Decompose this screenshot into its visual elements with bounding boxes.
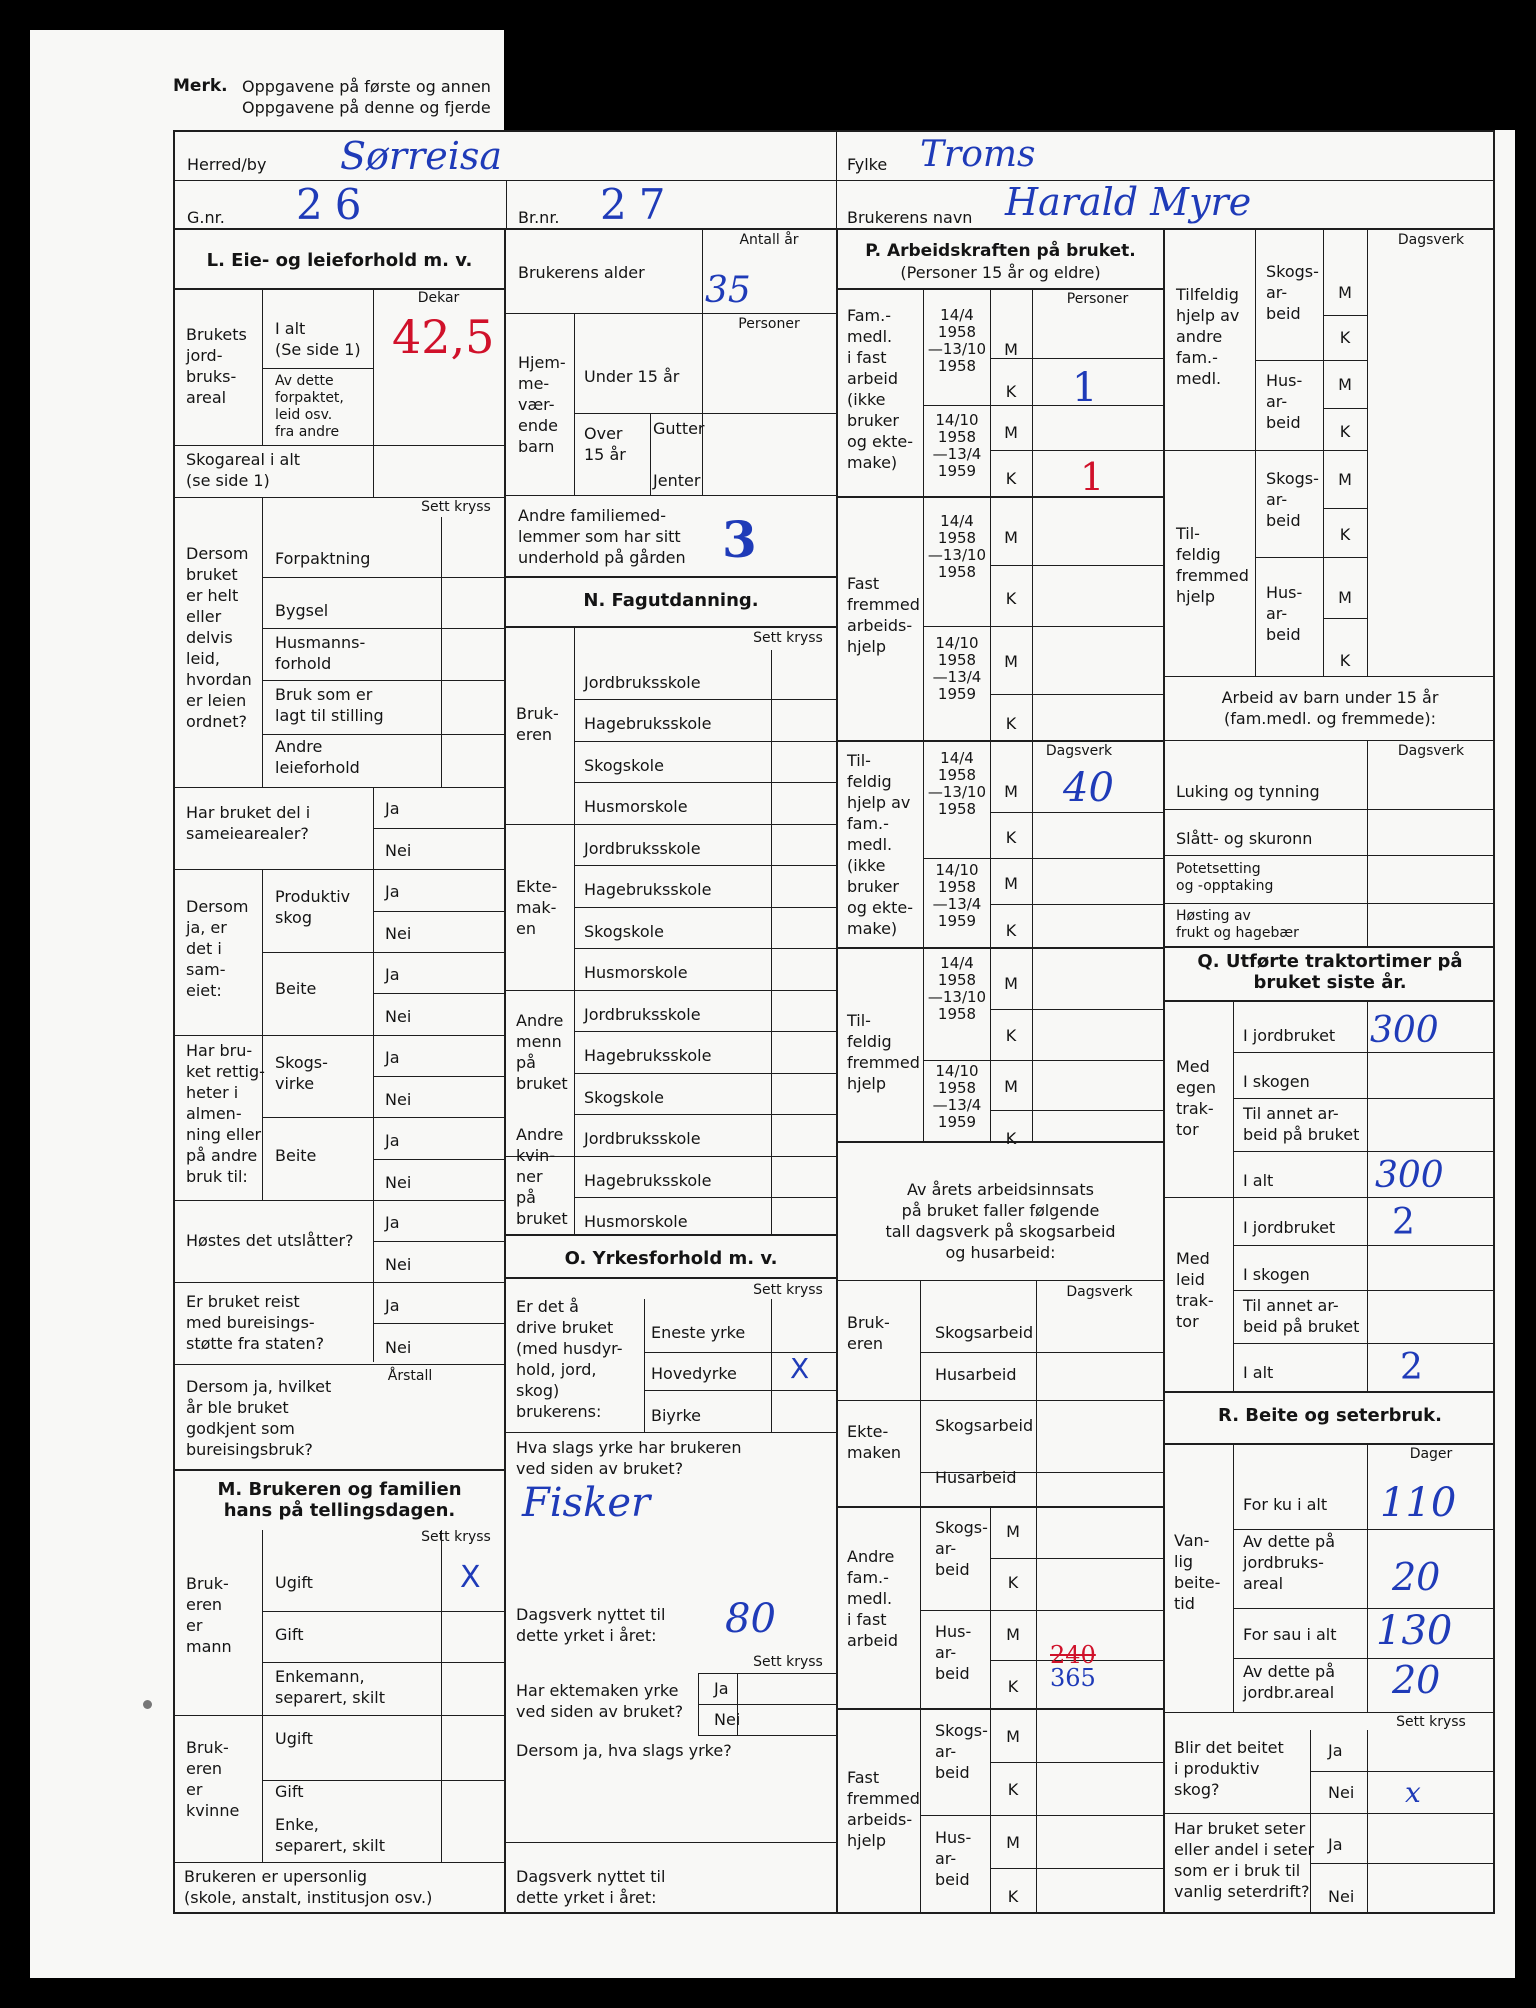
r-sau-jord-label: Av dette på jordbr.areal xyxy=(1243,1662,1335,1702)
andre-fam-label: Andre familiemed- lemmer som har sitt underhold på gården xyxy=(518,506,686,567)
section-q-title: Q. Utførte traktortimer på bruket siste år. xyxy=(1197,951,1463,993)
section-r-title: R. Beite og seterbruk. xyxy=(1218,1405,1442,1426)
fylke-value[interactable]: Troms xyxy=(920,134,1036,175)
p-fastfrem-skogs-k: K xyxy=(1007,1780,1019,1799)
p-andrefam-skogs-k: K xyxy=(1007,1573,1019,1592)
arstall-header: Årstall xyxy=(387,1368,433,1384)
p-tilffam-date2: 14/10 1958 —13/4 1959 xyxy=(932,861,982,930)
n-andre-kvinner-label: Andre kvin- ner på bruket xyxy=(516,1125,568,1228)
r-beitet-nei: Nei xyxy=(1328,1783,1355,1802)
ektemaken-ja: Ja xyxy=(714,1679,729,1698)
biyrke-label: Biyrke xyxy=(651,1406,702,1425)
herred-label: Herred/by xyxy=(187,155,267,174)
n-bruk-jordbruk: Jordbruksskole xyxy=(584,673,701,692)
brnr-value[interactable]: 27 xyxy=(600,180,678,229)
ektemaken-nei: Nei xyxy=(714,1710,741,1729)
av-dette-label: Av dette forpaktet, leid osv. fra andre xyxy=(275,373,344,440)
p-bruk-skogsarbeid: Skogsarbeid xyxy=(935,1323,1034,1342)
under15-label: Under 15 år xyxy=(584,367,680,386)
dekar-header: Dekar xyxy=(417,290,460,306)
mann-ugift: Ugift xyxy=(275,1573,313,1592)
p-famfast-k2-value[interactable]: 1 xyxy=(1080,455,1105,499)
r-ku-jord-label: Av dette på jordbruks- areal xyxy=(1243,1532,1335,1593)
p-tilf-fam-label: Til- feldig hjelp av fam.- medl. (ikke bruker og ekte- make) xyxy=(847,751,914,938)
p-fam-fast-label: Fam.- medl. i fast arbeid (ikke bruker og ekte- make) xyxy=(847,306,914,472)
r-seter-nei: Nei xyxy=(1328,1887,1355,1906)
husmanns-label: Husmanns- forhold xyxy=(275,633,366,673)
bureising-label: Er bruket reist med bureisings- støtte fra staten? xyxy=(186,1292,325,1353)
r-tilffrem-hus-m: M xyxy=(1338,588,1352,607)
kvinne-gift: Gift xyxy=(275,1782,304,1801)
r-tilffrem-skogs-m: M xyxy=(1338,470,1352,489)
r-tilffam-skogs-k: K xyxy=(1339,328,1351,347)
r-dager-header: Dager xyxy=(1409,1446,1453,1462)
gutter-label: Gutter xyxy=(653,419,705,438)
skogsvirke-ja: Ja xyxy=(385,1048,400,1067)
dersom-leid-label: Dersom bruket er helt eller delvis leid, hvordan er leien ordnet? xyxy=(186,544,252,731)
mark-hovedyrke[interactable]: X xyxy=(790,1352,810,1385)
n-ekte-skog: Skogskole xyxy=(584,922,664,941)
p-tilffrem-date1: 14/4 1958 —13/10 1958 xyxy=(927,954,987,1023)
jenter-label: Jenter xyxy=(653,471,701,490)
skogsvirke-label: Skogs- virke xyxy=(275,1053,328,1093)
r-tilffrem-skogs: Skogs- ar- beid xyxy=(1266,469,1319,530)
n-menn-hage: Hagebruksskole xyxy=(584,1046,712,1065)
produktiv-skog-label: Produktiv skog xyxy=(275,887,351,927)
p-tilffam-m1-value[interactable]: 40 xyxy=(1063,765,1114,811)
q-leid-jord-value[interactable]: 2 xyxy=(1392,1202,1415,1243)
mann-gift: Gift xyxy=(275,1625,304,1644)
sett-kryss-o2: Sett kryss xyxy=(753,1654,823,1670)
r-tilffrem-hus-k: K xyxy=(1339,651,1351,670)
sameie-nei: Nei xyxy=(385,841,412,860)
p-bruk-husarbeid: Husarbeid xyxy=(935,1365,1017,1384)
r-tilffrem-hus: Hus- ar- beid xyxy=(1266,583,1303,644)
andre-fam-value[interactable]: 3 xyxy=(722,510,757,569)
p-hus-k-struck-value[interactable]: 240 xyxy=(1050,1641,1096,1669)
n-bruk-hage: Hagebruksskole xyxy=(584,714,712,733)
sett-kryss-o: Sett kryss xyxy=(753,1282,823,1298)
q-egen-ialt: I alt xyxy=(1243,1171,1274,1190)
p-tilf-fremmed-label: Til- feldig fremmed hjelp xyxy=(847,1011,920,1093)
herred-value[interactable]: Sørreisa xyxy=(340,134,503,178)
slatt-label: Slått- og skuronn xyxy=(1176,829,1313,848)
areal-label: Brukets jord- bruks- areal xyxy=(186,325,247,407)
alder-label: Brukerens alder xyxy=(518,263,645,282)
bureising-ja: Ja xyxy=(385,1296,400,1315)
p-fastfrem-k2: K xyxy=(1005,714,1017,733)
p-tilffrem-k2: K xyxy=(1005,1129,1017,1148)
p-famfast-k1-value[interactable]: 1 xyxy=(1072,365,1098,411)
forpaktning-label: Forpaktning xyxy=(275,549,371,568)
skogareal-label: Skogareal i alt (se side 1) xyxy=(186,450,301,490)
p-tilffrem-m2: M xyxy=(1004,1077,1018,1096)
p-brukeren-label: Bruk- eren xyxy=(847,1313,890,1353)
p-andrefam-hus-k: K xyxy=(1007,1677,1019,1696)
r-ku-label: For ku i alt xyxy=(1243,1495,1328,1514)
hoved-label: Hovedyrke xyxy=(651,1364,737,1383)
dagsverk-nyttet2-label: Dagsverk nyttet til dette yrket i året: xyxy=(516,1867,666,1907)
p-dagsverk-header: Dagsverk xyxy=(1045,743,1113,759)
p-famfast-k2: K xyxy=(1005,469,1017,488)
p-fastfrem-date1: 14/4 1958 —13/10 1958 xyxy=(927,512,987,581)
ialt-value[interactable]: 42,5 xyxy=(392,310,495,364)
p-fast-fremmed2-label: Fast fremmed arbeids- hjelp xyxy=(847,1768,920,1850)
p-fastfrem-k1: K xyxy=(1005,589,1017,608)
section-o-title: O. Yrkesforhold m. v. xyxy=(564,1248,778,1269)
p-ektemaken-label: Ekte- maken xyxy=(847,1422,902,1462)
yrke-value[interactable]: Fisker xyxy=(522,1480,651,1526)
p-tilffrem-m1: M xyxy=(1004,974,1018,993)
r-sau-value[interactable]: 130 xyxy=(1376,1608,1453,1654)
n-kv-hage: Hagebruksskole xyxy=(584,1171,712,1190)
bygsel-label: Bygsel xyxy=(275,601,329,620)
sameie-ja: Ja xyxy=(385,799,400,818)
q-leid-ialt-value[interactable]: 2 xyxy=(1400,1347,1423,1388)
p-andrefam-skogs: Skogs- ar- beid xyxy=(935,1518,988,1579)
beite-ja: Ja xyxy=(385,965,400,984)
section-n-title: N. Fagutdanning. xyxy=(583,590,759,611)
sett-kryss-m: Sett kryss xyxy=(421,1529,491,1545)
p-fastfrem-skogs-m: M xyxy=(1006,1727,1020,1746)
navn-value[interactable]: Harald Myre xyxy=(1005,180,1252,224)
n-bruk-husmor: Husmorskole xyxy=(584,797,688,816)
p-tilffam-k1: K xyxy=(1005,828,1017,847)
merk-label: Merk. xyxy=(173,76,228,96)
q-egen-ialt-value[interactable]: 300 xyxy=(1375,1155,1444,1196)
r-beitet-label: Blir det beitet i produktiv skog? xyxy=(1174,1738,1284,1799)
skogsvirke-nei: Nei xyxy=(385,1090,412,1109)
beite-nei: Nei xyxy=(385,1007,412,1026)
p-fastfrem-date2: 14/10 1958 —13/4 1959 xyxy=(932,634,982,703)
r-tilf-fremmed-label: Til- feldig fremmed hjelp xyxy=(1176,524,1249,606)
q-leid-jord: I jordbruket xyxy=(1243,1218,1336,1237)
r-sau-jord-value[interactable]: 20 xyxy=(1392,1658,1441,1702)
hva-slags2-label: Dersom ja, hva slags yrke? xyxy=(516,1741,732,1760)
n-ekte-hage: Hagebruksskole xyxy=(584,880,712,899)
n-menn-jordbruk: Jordbruksskole xyxy=(584,1005,701,1024)
rettigheter-label: Har bru- ket rettig- heter i almen- ning eller på andre bruk til: xyxy=(186,1041,265,1186)
q-leid-skog: I skogen xyxy=(1243,1265,1310,1284)
p-fastfrem-skogs: Skogs- ar- beid xyxy=(935,1721,988,1782)
r-dagsverk-header: Dagsverk xyxy=(1397,232,1465,248)
p-fastfrem-m2: M xyxy=(1004,652,1018,671)
potet-label: Potetsetting og -opptaking xyxy=(1176,861,1274,894)
sett-kryss-n: Sett kryss xyxy=(753,630,823,646)
mann-label: Bruk- eren er mann xyxy=(186,1574,232,1656)
prodskog-nei: Nei xyxy=(385,924,412,943)
dersom-ja-label: Dersom ja, er det i sam- eiet: xyxy=(186,897,249,1000)
q-egen-label: Med egen trak- tor xyxy=(1176,1057,1216,1139)
gnr-label: G.nr. xyxy=(187,208,225,227)
p-tilffam-date1: 14/4 1958 —13/10 1958 xyxy=(927,749,987,818)
eneste-label: Eneste yrke xyxy=(651,1323,746,1342)
p-ekte-skogsarbeid: Skogsarbeid xyxy=(935,1416,1034,1435)
antall-ar-header: Antall år xyxy=(739,232,799,248)
p-fastfrem-m1: M xyxy=(1004,528,1018,547)
section-p-subtitle: (Personer 15 år og eldre) xyxy=(900,263,1101,282)
r-beitet-ja: Ja xyxy=(1328,1741,1343,1760)
p-fast-fremmed-label: Fast fremmed arbeids- hjelp xyxy=(847,574,920,656)
p-tilffrem-k1: K xyxy=(1005,1026,1017,1045)
p-andrefam-skogs-m: M xyxy=(1006,1522,1020,1541)
r-barn-label: Arbeid av barn under 15 år (fam.medl. og fremmede): xyxy=(1221,688,1439,728)
hva-slags-label: Hva slags yrke har brukeren ved siden av bruket? xyxy=(516,1438,742,1478)
section-m-title: M. Brukeren og familien hans på tellingsdagen. xyxy=(217,1479,462,1521)
prodskog-ja: Ja xyxy=(385,882,400,901)
r-tilffam-skogs-m: M xyxy=(1338,283,1352,302)
r-tilffrem-skogs-k: K xyxy=(1339,525,1351,544)
beite2-label: Beite xyxy=(275,1146,317,1165)
q-egen-jord-value[interactable]: 300 xyxy=(1370,1010,1439,1051)
bureising-nei: Nei xyxy=(385,1338,412,1357)
brnr-label: Br.nr. xyxy=(518,208,560,227)
navn-label: Brukerens navn xyxy=(847,208,973,227)
mark-ugift[interactable]: X xyxy=(460,1560,481,1595)
p-tilffam-m2: M xyxy=(1004,874,1018,893)
p-famfast-date2: 14/10 1958 —13/4 1959 xyxy=(932,411,982,480)
andre-leie-label: Andre leieforhold xyxy=(275,737,360,777)
q-egen-skog: I skogen xyxy=(1243,1072,1310,1091)
n-ektemaken-label: Ekte- mak- en xyxy=(516,877,558,938)
r-seter-ja: Ja xyxy=(1328,1835,1343,1854)
q-leid-label: Med leid trak- tor xyxy=(1176,1249,1214,1331)
n-bruk-skog: Skogskole xyxy=(584,756,664,775)
over15-label: Over 15 år xyxy=(584,424,626,464)
section-p-title: P. Arbeidskraften på bruket. xyxy=(865,241,1136,261)
r-vanlig-label: Van- lig beite- tid xyxy=(1174,1531,1221,1613)
beite-label: Beite xyxy=(275,979,317,998)
n-ekte-husmor: Husmorskole xyxy=(584,963,688,982)
p-tilffam-k2: K xyxy=(1005,921,1017,940)
n-menn-skog: Skogskole xyxy=(584,1088,664,1107)
p-fastfrem-hus-m: M xyxy=(1006,1833,1020,1852)
r-ku-value[interactable]: 110 xyxy=(1380,1480,1457,1526)
q-leid-annet: Til annet ar- beid på bruket xyxy=(1243,1296,1360,1336)
r-tilf-fam-label: Tilfeldig hjelp av andre fam.- medl. xyxy=(1176,285,1240,388)
alder-value[interactable]: 35 xyxy=(705,270,751,311)
n-andre-menn-label: Andre menn på bruket xyxy=(516,1011,568,1093)
n-brukeren-label: Bruk- eren xyxy=(516,704,559,744)
merk-line2: Oppgavene på denne og fjerde xyxy=(242,98,491,117)
gnr-value[interactable]: 26 xyxy=(296,180,374,229)
p-andrefam-hus-m: M xyxy=(1006,1625,1020,1644)
beite2-nei: Nei xyxy=(385,1173,412,1192)
ektemaken-yrke-label: Har ektemaken yrke ved siden av bruket? xyxy=(516,1681,684,1721)
r-tilffam-hus-k: K xyxy=(1339,422,1351,441)
utslatter-nei: Nei xyxy=(385,1255,412,1274)
drive-label: Er det å drive bruket (med husdyr- hold, jord, skog) brukerens: xyxy=(516,1297,623,1421)
hjemme-label: Hjem- me- vær- ende barn xyxy=(518,353,566,456)
p-fastfrem-hus: Hus- ar- beid xyxy=(935,1828,972,1889)
p-tilffrem-date2: 14/10 1958 —13/4 1959 xyxy=(932,1062,982,1131)
p-dagsverk-header2: Dagsverk xyxy=(1066,1284,1133,1300)
bruk-stilling-label: Bruk som er lagt til stilling xyxy=(275,685,384,725)
merk-line1: Oppgavene på første og annen xyxy=(242,77,491,96)
p-intro: Av årets arbeidsinnsats på bruket faller følgende tall dagsverk på skogsarbeid og husarbeid: xyxy=(885,1180,1116,1262)
r-seter-label: Har bruket seter eller andel i seter som er i bruk til vanlig seterdrift? xyxy=(1174,1819,1315,1901)
p-andre-fam-label: Andre fam.- medl. i fast arbeid xyxy=(847,1547,898,1650)
p-famfast-date1: 14/4 1958 —13/10 1958 xyxy=(927,306,987,375)
kvinne-label: Bruk- eren er kvinne xyxy=(186,1738,240,1820)
enkemann-label: Enkemann, separert, skilt xyxy=(275,1667,385,1707)
bureising-ar-label: Dersom ja, hvilket år ble bruket godkjent som bureisingsbruk? xyxy=(186,1377,332,1459)
beite2-ja: Ja xyxy=(385,1131,400,1150)
sameie-label: Har bruket del i sameiearealer? xyxy=(186,803,311,843)
q-leid-ialt: I alt xyxy=(1243,1363,1274,1382)
page-notch xyxy=(504,30,1515,130)
p-andrefam-hus: Hus- ar- beid xyxy=(935,1622,972,1683)
n-kv-husmor: Husmorskole xyxy=(584,1212,688,1231)
r-tilffam-hus: Hus- ar- beid xyxy=(1266,371,1303,432)
r-ku-jord-value[interactable]: 20 xyxy=(1392,1555,1441,1599)
utslatter-label: Høstes det utslåtter? xyxy=(186,1231,354,1250)
upersonlig-label: Brukeren er upersonlig (skole, anstalt, institusjon osv.) xyxy=(184,1867,433,1907)
p-personer-header: Personer xyxy=(1066,291,1129,307)
r-tilffam-skogs: Skogs- ar- beid xyxy=(1266,262,1319,323)
dagsverk-nyttet-value[interactable]: 80 xyxy=(725,1596,776,1642)
p-fastfrem-hus-k: K xyxy=(1007,1887,1019,1906)
sett-kryss-l: Sett kryss xyxy=(421,499,491,515)
section-l-title: L. Eie- og leieforhold m. v. xyxy=(206,250,473,271)
n-kv-jordbruk: Jordbruksskole xyxy=(584,1129,701,1148)
r-sett-kryss: Sett kryss xyxy=(1396,1714,1466,1730)
q-egen-jord: I jordbruket xyxy=(1243,1026,1336,1045)
ialt-label: I alt (Se side 1) xyxy=(275,319,361,359)
dagsverk-nyttet-label: Dagsverk nyttet til dette yrket i året: xyxy=(516,1605,666,1645)
r-sau-label: For sau i alt xyxy=(1243,1625,1337,1644)
r-beitet-nei-mark[interactable]: x xyxy=(1405,1776,1421,1809)
hole-punch xyxy=(143,1700,152,1709)
p-ekte-husarbeid: Husarbeid xyxy=(935,1468,1017,1487)
kvinne-ugift: Ugift xyxy=(275,1729,313,1748)
fylke-label: Fylke xyxy=(847,155,888,174)
utslatter-ja: Ja xyxy=(385,1213,400,1232)
n-ekte-jordbruk: Jordbruksskole xyxy=(584,839,701,858)
personer-header: Personer xyxy=(738,316,800,332)
p-famfast-k1: K xyxy=(1005,382,1017,401)
p-famfast-m2: M xyxy=(1004,423,1018,442)
p-tilffam-m1: M xyxy=(1004,782,1018,801)
enke-label: Enke, separert, skilt xyxy=(275,1815,385,1855)
r-tilffam-hus-m: M xyxy=(1338,375,1352,394)
p-famfast-m1: M xyxy=(1004,340,1018,359)
p-hus-k-value[interactable]: 365 xyxy=(1050,1664,1096,1692)
hosting-label: Høsting av frukt og hagebær xyxy=(1176,908,1299,941)
luking-label: Luking og tynning xyxy=(1176,782,1320,801)
q-egen-annet: Til annet ar- beid på bruket xyxy=(1243,1104,1360,1144)
r-dagsverk-header2: Dagsverk xyxy=(1397,743,1465,759)
